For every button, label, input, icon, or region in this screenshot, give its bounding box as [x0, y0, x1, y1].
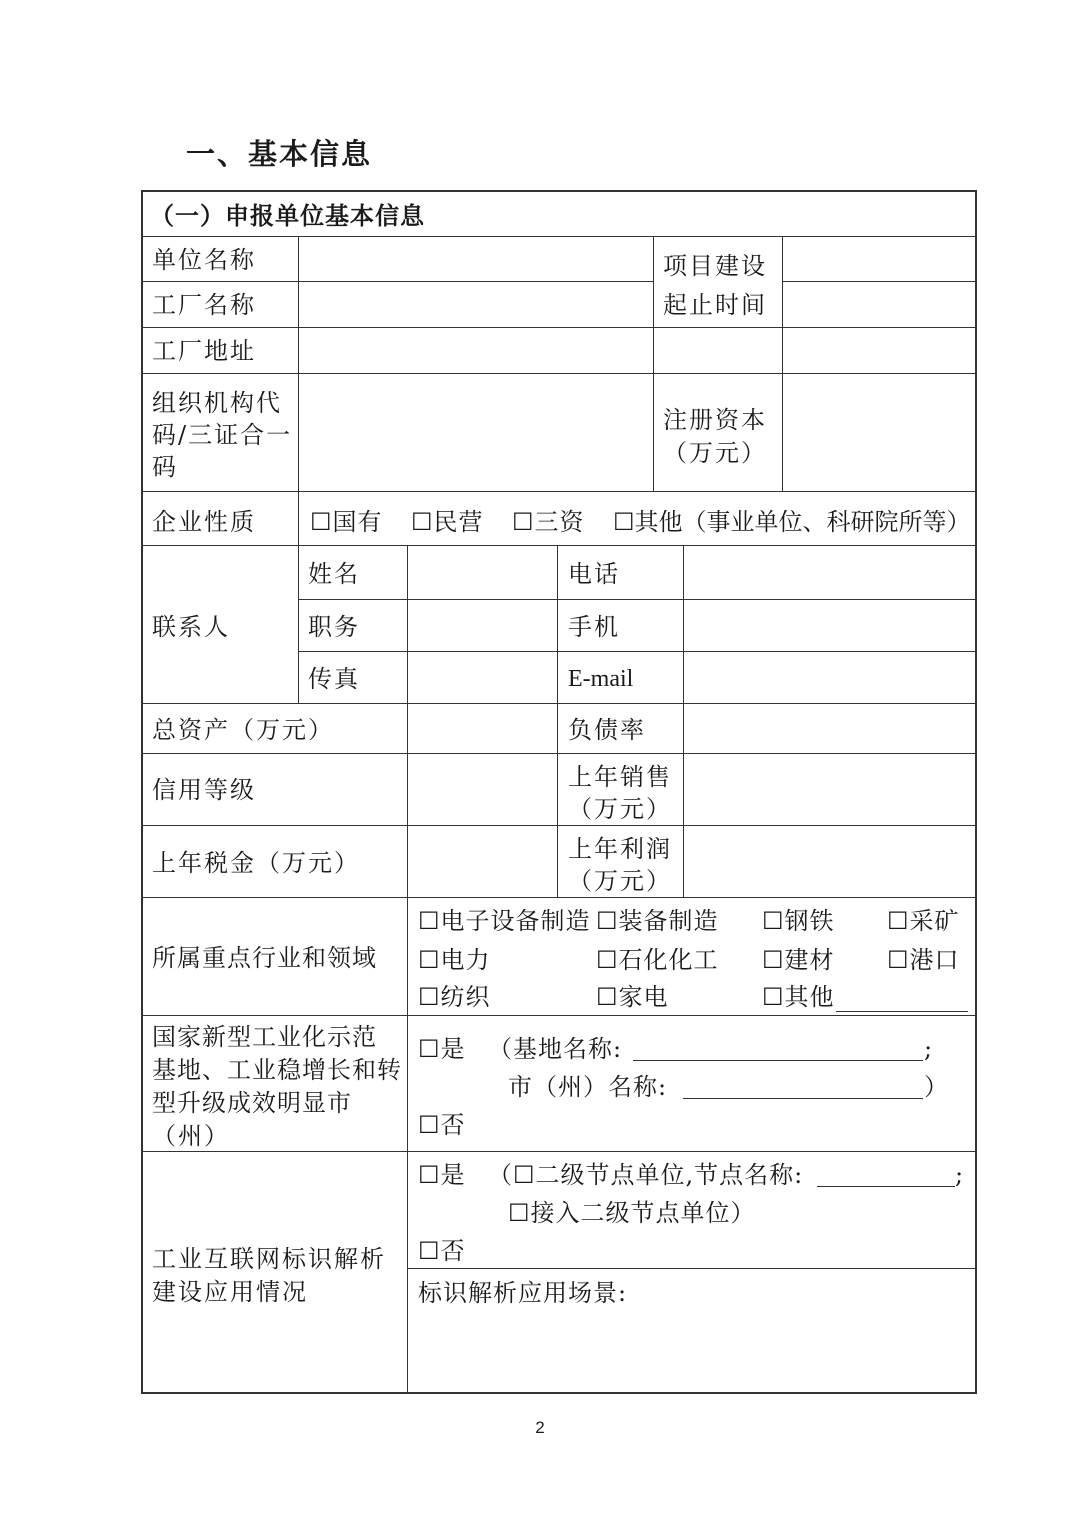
column-divider	[782, 373, 783, 491]
industry-option-petrochemical[interactable]: ☐石化化工	[596, 946, 719, 974]
page-heading: 一、基本信息	[186, 137, 373, 171]
industry-option-port[interactable]: ☐港口	[887, 946, 960, 974]
last-year-sales-label: 上年销售	[568, 763, 672, 791]
national-base-label: 基地、工业稳增长和转	[152, 1056, 402, 1084]
industry-option-textile[interactable]: ☐纺织	[418, 983, 491, 1011]
city-name-input[interactable]	[683, 1098, 923, 1099]
industry-label: 所属重点行业和领域	[152, 944, 377, 972]
column-divider	[298, 236, 299, 545]
org-code-label: 码/三证合一	[152, 421, 293, 449]
column-divider	[557, 545, 558, 897]
iiot-no-checkbox[interactable]: ☐否	[418, 1237, 466, 1265]
row-divider	[298, 599, 977, 600]
nature-option-state-owned[interactable]: ☐国有	[310, 508, 383, 536]
column-divider	[653, 373, 654, 491]
node-name-input[interactable]	[817, 1186, 955, 1187]
nature-option-foreign[interactable]: ☐三资	[512, 508, 585, 536]
last-year-profit-label: （万元）	[568, 867, 672, 895]
nature-option-other[interactable]: ☐其他（事业单位、科研院所等）	[613, 508, 971, 536]
contact-position-label: 职务	[308, 613, 360, 641]
contact-email-label: E-mail	[568, 666, 634, 692]
industry-option-mining[interactable]: ☐采矿	[887, 907, 960, 935]
contact-fax-label: 传真	[308, 665, 360, 693]
row-divider	[141, 1151, 977, 1152]
row-divider	[298, 651, 977, 652]
last-year-sales-label: （万元）	[568, 795, 672, 823]
factory-name-label: 工厂名称	[152, 291, 256, 319]
application-scenario-label: 标识解析应用场景:	[418, 1279, 628, 1307]
column-divider	[683, 545, 684, 897]
registered-capital-label: 注册资本	[663, 406, 767, 434]
column-divider	[782, 236, 783, 373]
row-divider	[141, 281, 653, 282]
city-close-paren: ）	[924, 1073, 949, 1101]
row-divider	[141, 327, 977, 328]
industry-option-building-materials[interactable]: ☐建材	[762, 946, 835, 974]
row-divider	[141, 897, 977, 898]
base-name-label: （基地名称:	[488, 1035, 623, 1063]
page-number: 2	[535, 1418, 545, 1437]
row-divider	[141, 491, 977, 492]
contact-label: 联系人	[152, 613, 230, 641]
section-title: （一）申报单位基本信息	[150, 202, 425, 230]
base-name-input[interactable]	[633, 1060, 923, 1061]
org-code-label: 码	[152, 453, 178, 481]
debt-ratio-label: 负债率	[568, 716, 646, 744]
contact-name-label: 姓名	[308, 560, 360, 588]
industry-option-power[interactable]: ☐电力	[418, 946, 491, 974]
row-divider	[141, 545, 977, 546]
unit-name-label: 单位名称	[152, 246, 256, 274]
base-semicolon: ;	[924, 1035, 934, 1063]
contact-mobile-label: 手机	[568, 613, 620, 641]
factory-address-label: 工厂地址	[152, 337, 256, 365]
registered-capital-label: （万元）	[663, 439, 767, 467]
row-divider	[782, 281, 977, 282]
project-time-label: 项目建设	[663, 252, 767, 280]
row-divider	[141, 753, 977, 754]
industry-option-steel[interactable]: ☐钢铁	[762, 907, 835, 935]
total-assets-label: 总资产（万元）	[152, 716, 334, 744]
project-time-label: 起止时间	[663, 291, 767, 319]
column-divider	[298, 545, 299, 703]
row-divider	[141, 703, 977, 704]
row-divider	[141, 373, 977, 374]
iiot-yes-checkbox[interactable]: ☐是	[418, 1161, 466, 1189]
national-base-label: （州）	[152, 1122, 230, 1150]
row-divider	[141, 825, 977, 826]
row-divider	[141, 236, 977, 237]
credit-rating-label: 信用等级	[152, 776, 256, 804]
last-year-profit-label: 上年利润	[568, 835, 672, 863]
national-base-label: 型升级成效明显市	[152, 1089, 352, 1117]
column-divider	[407, 545, 408, 1394]
access-node-option[interactable]: ☐接入二级节点单位）	[508, 1199, 756, 1227]
enterprise-nature-label: 企业性质	[152, 508, 256, 536]
nature-option-private[interactable]: ☐民营	[411, 508, 484, 536]
row-divider	[407, 1268, 977, 1269]
industry-option-other[interactable]: ☐其他	[762, 983, 835, 1011]
base-no-checkbox[interactable]: ☐否	[418, 1111, 466, 1139]
city-name-label: 市（州）名称:	[508, 1073, 668, 1101]
base-yes-checkbox[interactable]: ☐是	[418, 1035, 466, 1063]
iiot-label: 工业互联网标识解析	[152, 1245, 386, 1273]
secondary-node-option[interactable]: （☐二级节点单位,节点名称:	[488, 1161, 804, 1189]
contact-phone-label: 电话	[568, 560, 620, 588]
industry-other-underline[interactable]	[836, 1011, 968, 1012]
national-base-label: 国家新型工业化示范	[152, 1023, 377, 1051]
iiot-semicolon: ;	[955, 1161, 965, 1189]
industry-option-appliance[interactable]: ☐家电	[596, 983, 669, 1011]
org-code-label: 组织机构代	[152, 389, 282, 417]
column-divider	[653, 236, 654, 373]
last-year-tax-label: 上年税金（万元）	[152, 849, 360, 877]
iiot-label: 建设应用情况	[152, 1278, 308, 1306]
industry-option-equipment[interactable]: ☐装备制造	[596, 907, 719, 935]
row-divider	[141, 1015, 977, 1016]
industry-option-electronics[interactable]: ☐电子设备制造	[418, 907, 591, 935]
